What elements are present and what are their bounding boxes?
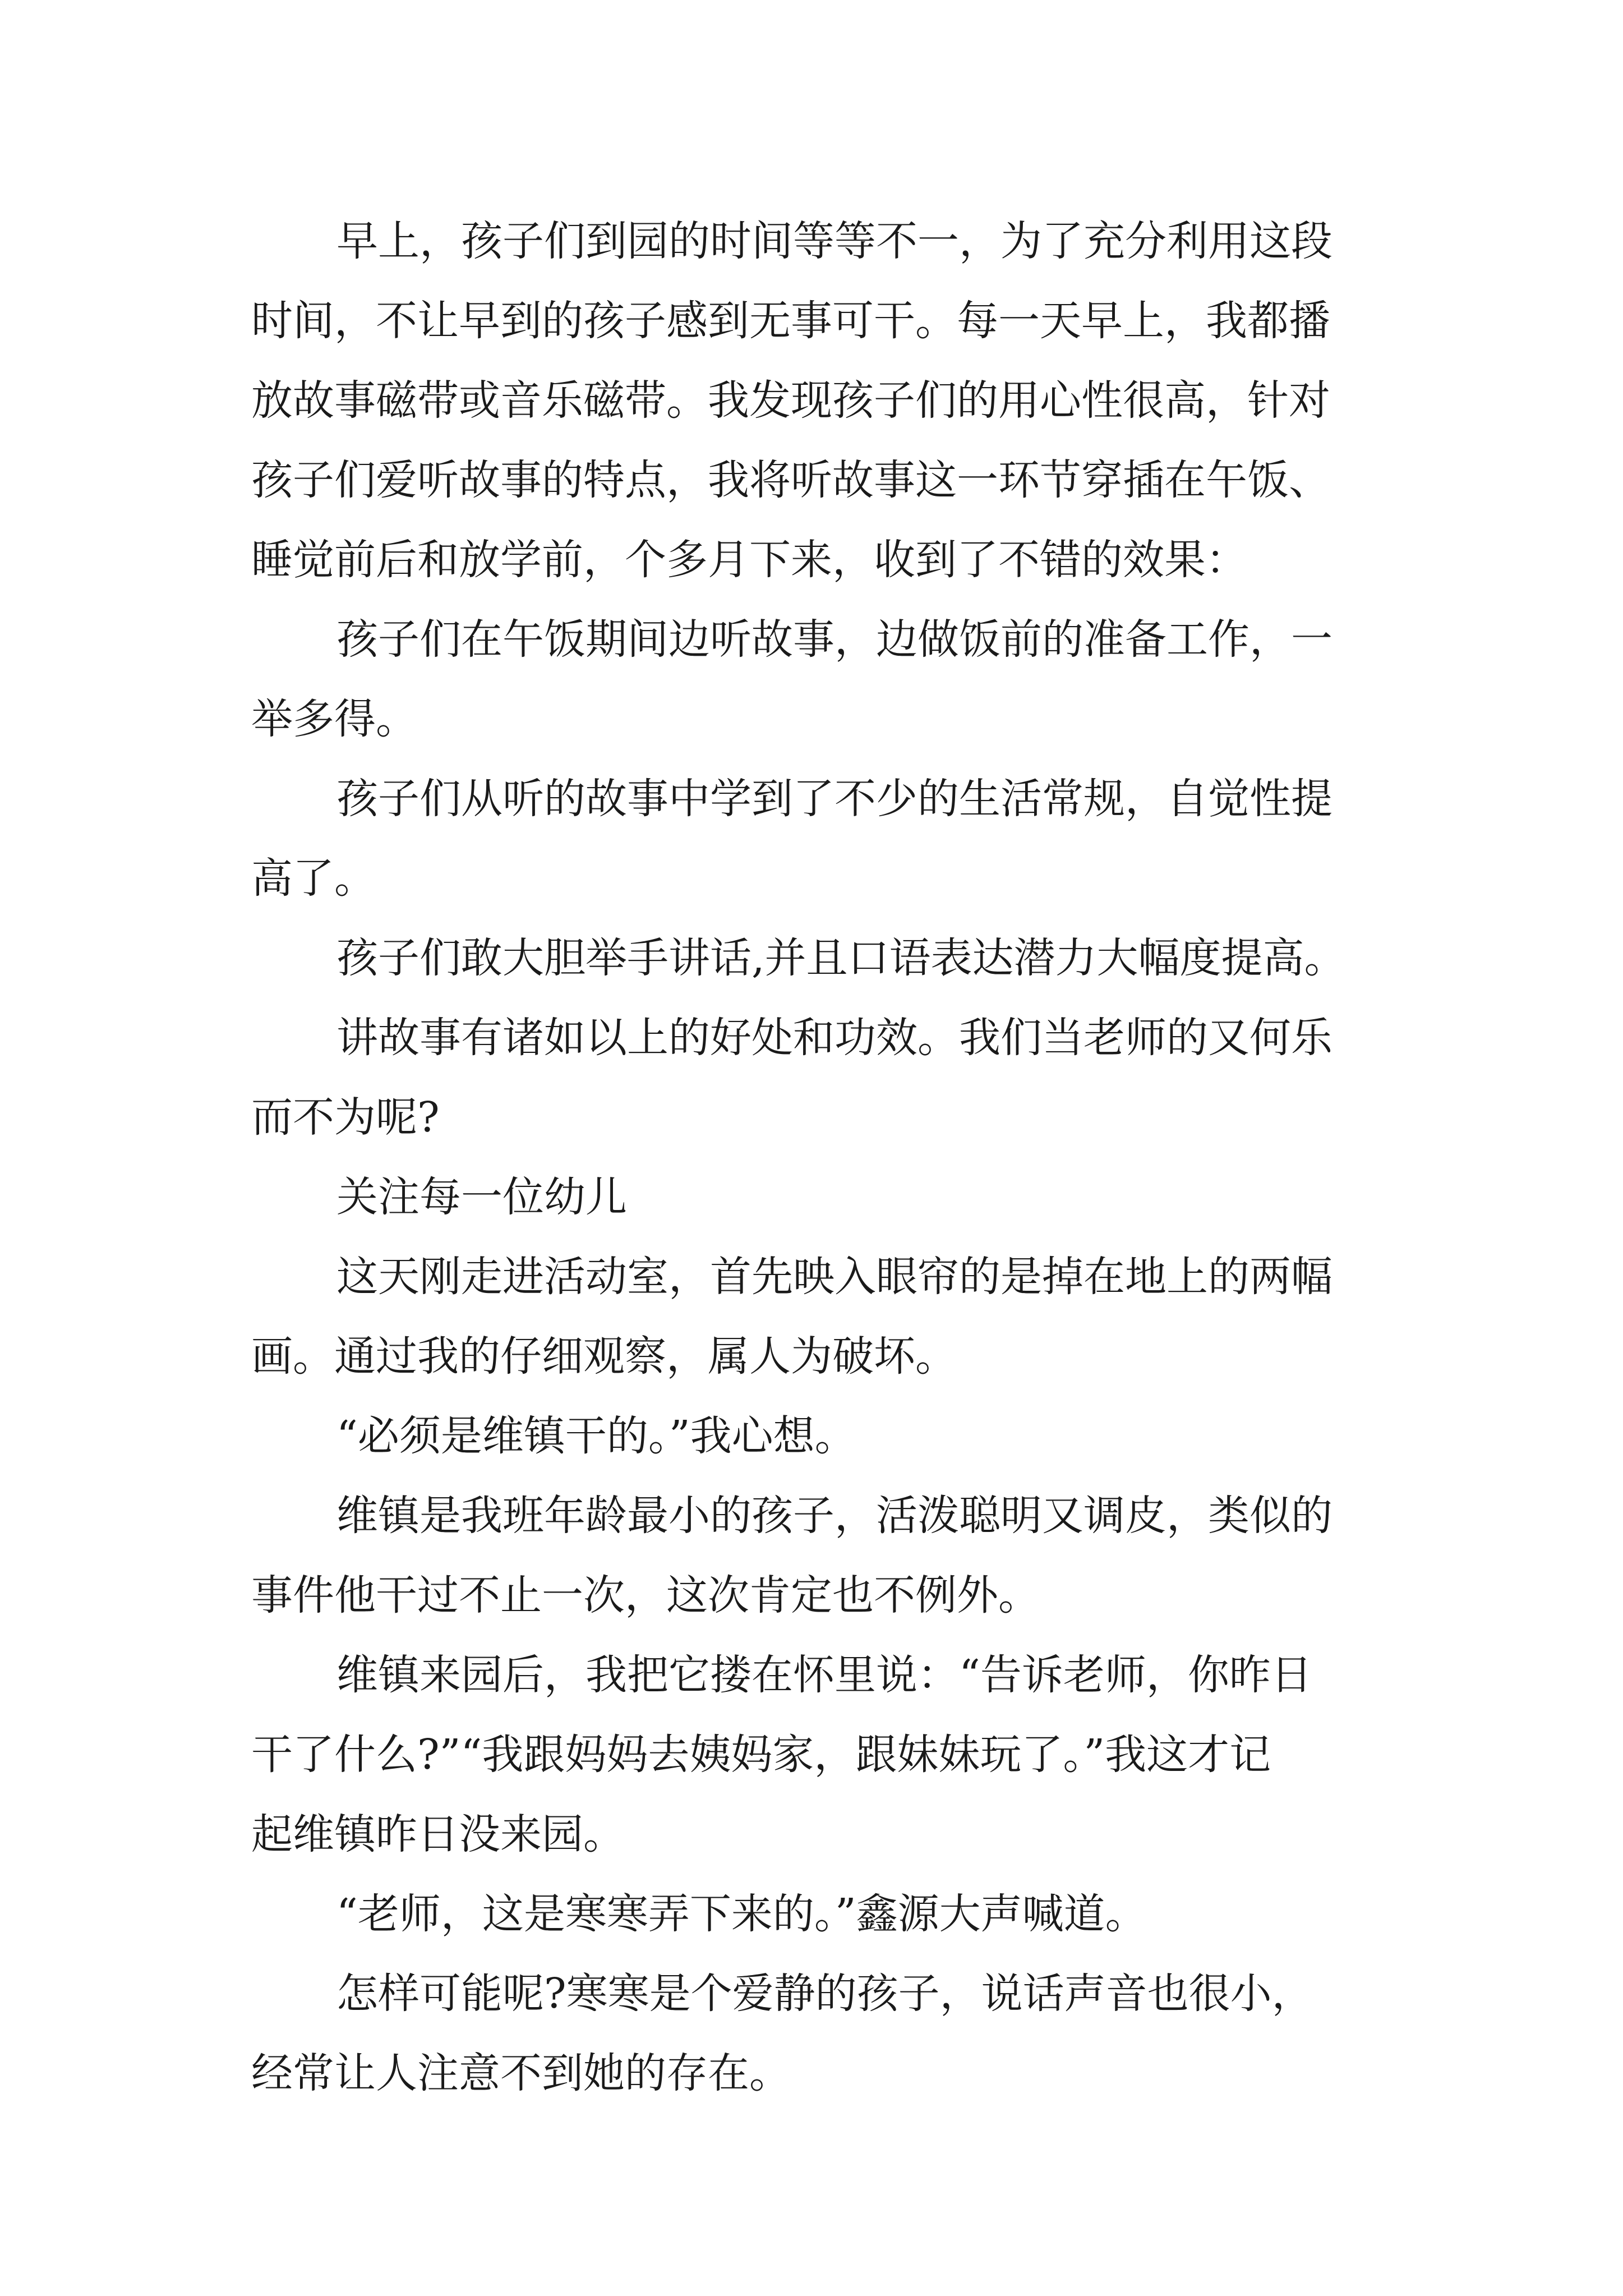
paragraph-line: 时间，不让早到的孩子感到无事可干。每一天早上，我都播 — [251, 297, 1330, 345]
paragraph-line: “老师，这是寒寒弄下来的。”鑫源大声喊道。 — [336, 1890, 1147, 1938]
paragraph-line: 这天刚走进活动室，首先映入眼帘的是掉在地上的两幅 — [336, 1253, 1332, 1301]
paragraph-line: 干了什么?”“我跟妈妈去姨妈家，跟妹妹玩了。”我这才记 — [251, 1731, 1271, 1779]
paragraph-line: 起维镇昨日没来园。 — [251, 1810, 625, 1858]
paragraph-line: 睡觉前后和放学前，个多月下来，收到了不错的效果： — [251, 536, 1247, 584]
paragraph-line: 放故事磁带或音乐磁带。我发现孩子们的用心性很高，针对 — [251, 376, 1330, 425]
paragraph-line: 经常让人注意不到她的存在。 — [251, 2049, 791, 2097]
paragraph-line: 讲故事有诸如以上的好处和功效。我们当老师的又何乐 — [336, 1014, 1332, 1062]
paragraph-line: 孩子们敢大胆举手讲话,并且口语表达潜力大幅度提高。 — [336, 934, 1346, 982]
paragraph-line: 维镇是我班年龄最小的孩子，活泼聪明又调皮，类似的 — [336, 1492, 1332, 1540]
paragraph-line: 而不为呢? — [251, 1093, 440, 1142]
paragraph-line: 画。通过我的仔细观察，属人为破坏。 — [251, 1332, 957, 1381]
section-heading: 关注每一位幼儿 — [336, 1173, 627, 1221]
paragraph-line: 孩子们从听的故事中学到了不少的生活常规，自觉性提 — [336, 775, 1332, 823]
paragraph-line: 事件他干过不止一次，这次肯定也不例外。 — [251, 1571, 1040, 1619]
paragraph-line: “必须是维镇干的。”我心想。 — [336, 1412, 856, 1460]
paragraph-line: 高了。 — [251, 854, 376, 903]
paragraph-line: 维镇来园后，我把它搂在怀里说：“告诉老师，你昨日 — [336, 1651, 1312, 1699]
paragraph-line: 孩子们爱听故事的特点，我将听故事这一环节穿插在午饭、 — [251, 456, 1330, 504]
paragraph-line: 孩子们在午饭期间边听故事，边做饭前的准备工作，一 — [336, 615, 1332, 664]
paragraph-line: 早上，孩子们到园的时间等等不一，为了充分利用这段 — [336, 217, 1332, 265]
paragraph-line: 怎样可能呢?寒寒是个爱静的孩子，说话声音也很小， — [336, 1970, 1313, 2018]
paragraph-line: 举多得。 — [251, 695, 417, 743]
